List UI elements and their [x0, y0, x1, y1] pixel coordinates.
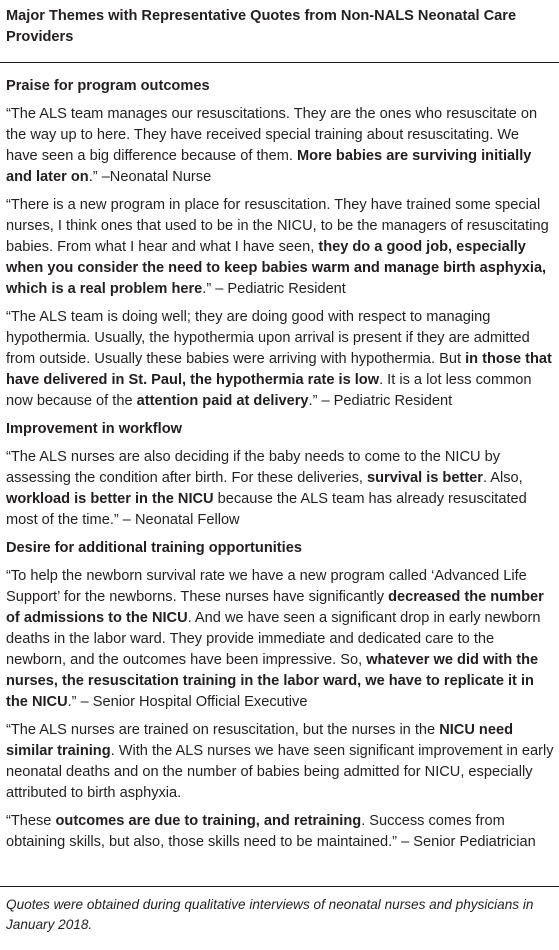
quote-emphasis: NICU need similar training — [6, 722, 513, 759]
section-heading: Praise for program outcomes — [6, 78, 210, 94]
table-title: Major Themes with Representative Quotes from Non-NALS Neonatal Care Providers — [6, 8, 517, 45]
quote-emphasis: survival is better — [366, 470, 483, 486]
section-workflow — [6, 419, 554, 531]
quote-text: .” –Neonatal Nurse — [88, 169, 212, 185]
table-footnote: Quotes were obtained during qualitative interviews of neonatal nurses and physicians in January 2018. — [6, 897, 534, 932]
section-heading: Improvement in workflow — [6, 421, 182, 437]
quote — [6, 195, 554, 300]
section-heading: Desire for additional training opportunities — [6, 540, 302, 556]
quote-text: . Success comes from obtaining skills, but also, those skills need to be maintained.” – Senior Pediatrician — [6, 813, 536, 850]
section-training — [6, 538, 554, 853]
quote — [6, 447, 554, 531]
quote-text: “The ALS team manages our resuscitations. They are the ones who resuscitate on the way up to here. They have received special training about resuscitating. We have seen a big difference because of them. — [6, 106, 538, 164]
quote-emphasis: workload is better in the NICU — [6, 491, 214, 507]
quote-text: “There is a new program in place for resuscitation. They have trained some special nurses, I think ones that used to be in the NICU, to be the managers of resuscitating babies. From what I hear and what I have seen, — [6, 197, 549, 255]
quote-text: . It is a lot less common now because of the — [6, 372, 532, 409]
quote-emphasis: decreased the number of admissions to the NICU — [6, 589, 544, 626]
quote-text: .” – Pediatric Resident — [202, 281, 346, 297]
quote-text: “The ALS nurses are trained on resuscitation, but the nurses in the — [6, 722, 440, 738]
quote-text: .” – Senior Hospital Official Executive — [67, 694, 308, 710]
quote — [6, 307, 554, 412]
quote-text: “The ALS nurses are also deciding if the baby needs to come to the NICU by assessing the condition after birth. For these deliveries, — [6, 449, 501, 486]
top-rule — [0, 62, 559, 63]
quote — [6, 104, 554, 188]
quote-text: . Also, — [482, 470, 523, 486]
quote-text: . With the ALS nurses we have seen significant improvement in early neonatal deaths and on the number of babies being admitted for NICU, especially attributed to birth asphyxia. — [6, 743, 554, 801]
quote-text: “The ALS team is doing well; they are doing good with respect to managing hypothermia. Usually, the hypothermia upon arrival is present if they are admitted from outside. Usually these babies were arriving with hypothermia. But — [6, 309, 530, 367]
quote-text: . And we have seen a significant drop in early newborn deaths in the labor ward. They provide immediate and dedicated care to the newborn, and the outcomes have been impressive. So, — [6, 610, 541, 668]
quote-emphasis: whatever we did with the nurses, the resuscitation training in the labor ward, we have to replicate it in the NICU — [6, 652, 539, 710]
quote-text: because the ALS team has already resuscitated most of the time.” – Neonatal Fellow — [6, 491, 527, 528]
quote-emphasis: they do a good job, especially when you consider the need to keep babies warm and manage birth asphyxia, which is a real problem here — [6, 239, 547, 297]
quote-text: .” – Pediatric Resident — [308, 393, 453, 409]
quote — [6, 566, 554, 713]
section-praise — [6, 76, 554, 412]
quote-text: “These — [6, 813, 56, 829]
bottom-rule — [0, 886, 559, 887]
quote — [6, 720, 554, 804]
quote-emphasis: attention paid at delivery — [136, 393, 309, 409]
table-body — [6, 76, 554, 860]
quote-emphasis: outcomes are due to training, and retraining — [55, 813, 362, 829]
quote-emphasis: in those that have delivered in St. Paul, the hypothermia rate is low — [6, 351, 552, 388]
quote-text: “To help the newborn survival rate we have a new program called ‘Advanced Life Support’ for the newborns. These nurses have significantly — [6, 568, 527, 605]
quote-emphasis: More babies are surviving initially and later on — [6, 148, 532, 185]
quote — [6, 811, 554, 853]
